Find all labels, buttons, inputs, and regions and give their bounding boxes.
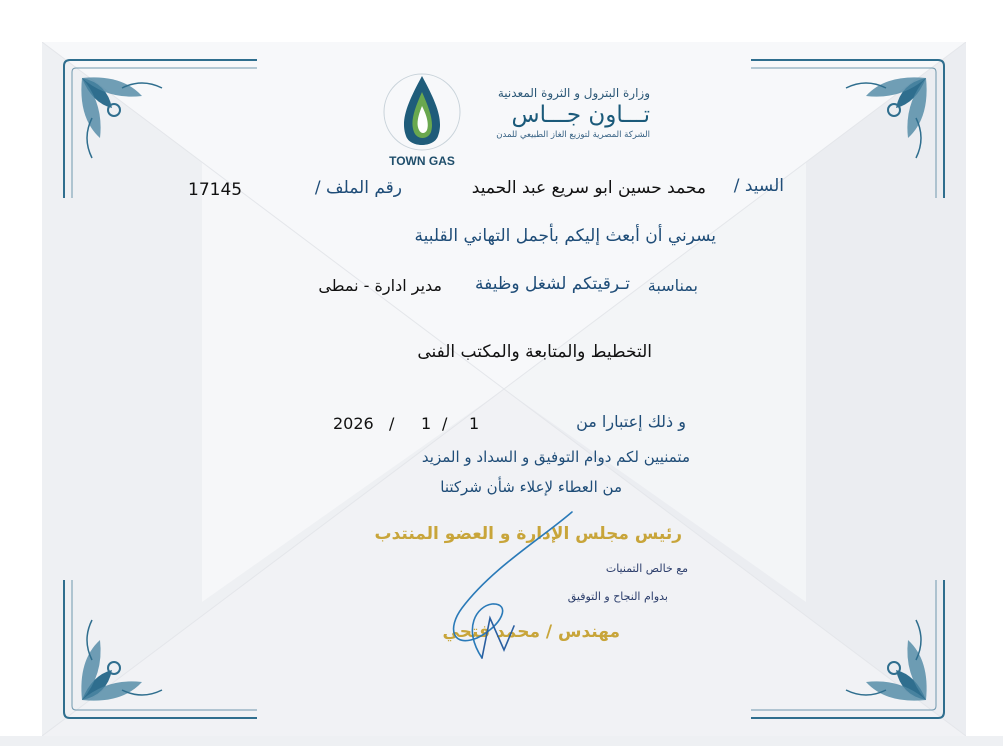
effective-date-label: و ذلك إعتبارا من: [576, 412, 686, 431]
date-separator: /: [442, 414, 448, 433]
date-day: 1: [469, 414, 480, 433]
bottom-strip: [0, 736, 1003, 746]
wishes-line-2: من العطاء لإعلاء شأن شركتنا: [440, 478, 622, 496]
company-name: تـــاون جـــاس: [511, 102, 650, 128]
brand-block: [460, 86, 650, 141]
ministry-name: وزارة البترول و الثروة المعدنية: [497, 86, 650, 100]
signatory-title: رئيس مجلس الإدارة و العضو المنتدب: [374, 524, 682, 544]
file-number: 17145: [188, 180, 243, 200]
signer-name: مهندس / محمد فتحي: [442, 622, 620, 642]
regards-line-2: بدوام النجاح و التوفيق: [567, 590, 668, 603]
ornamental-corner-icon: [52, 48, 262, 198]
handwritten-signature: [422, 508, 592, 668]
department-name: التخطيط والمتابعة والمكتب الفنى: [417, 342, 652, 362]
position-title: مدير ادارة - نمطى: [318, 276, 442, 295]
certificate-sheet: [42, 42, 966, 736]
date-separator: /: [389, 414, 395, 433]
logo-caption: TOWN GAS: [389, 154, 455, 168]
ornamental-corner-icon: [746, 580, 956, 730]
date-year: 2026: [333, 414, 374, 433]
wishes-line-1: متمنيين لكم دوام التوفيق و السداد و المزيد: [421, 448, 690, 466]
occasion-label: بمناسبة: [647, 276, 698, 295]
regards-line-1: مع خالص التمنيات: [605, 562, 688, 575]
ornamental-corner-icon: [52, 580, 262, 730]
company-subtitle: الشركة المصرية لتوزيع الغاز الطبيعي للمدن: [496, 130, 650, 140]
promotion-text: تـرقيتكم لشغل وظيفة: [475, 274, 630, 294]
file-number-label: رقم الملف /: [314, 178, 402, 198]
greeting-text: يسرني أن أبعث إليكم بأجمل التهاني القلبية: [414, 226, 716, 246]
recipient-label: السيد /: [733, 176, 784, 196]
recipient-name: محمد حسين ابو سريع عبد الحميد: [471, 178, 706, 198]
date-month: 1: [421, 414, 432, 433]
